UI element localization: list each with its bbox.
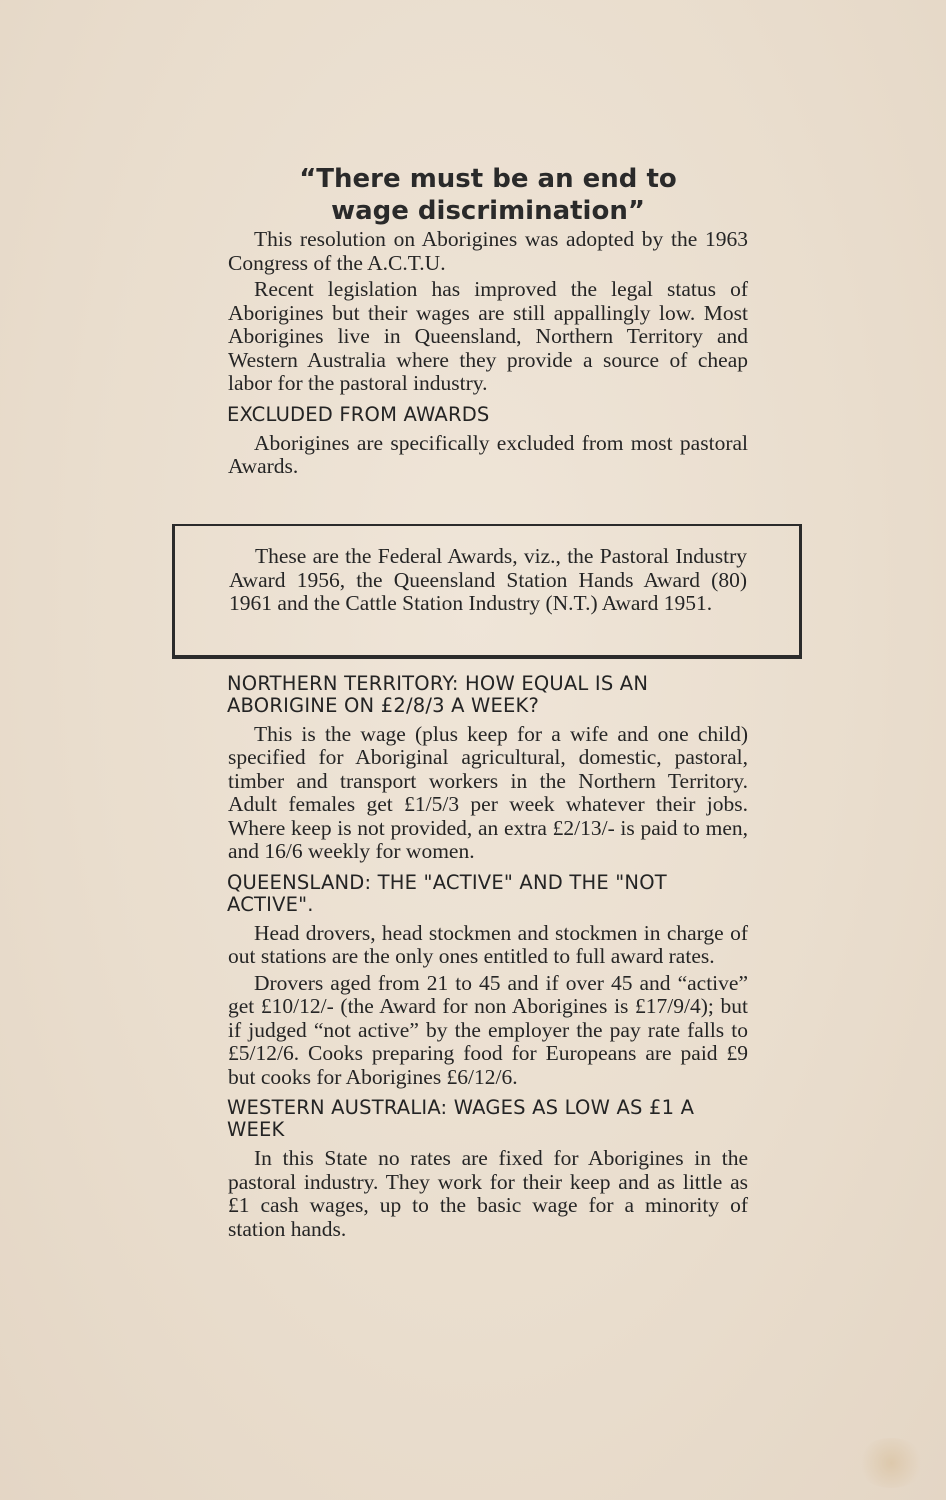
excluded-heading: EXCLUDED FROM AWARDS — [227, 402, 490, 426]
intro-paragraph-2: Recent legislation has improved the legal status of Aborigines but their wages are still appallingly low. Most Aborigines live in Queensland, Northern Territory and Western Australia where they provide a source of cheap labor for the pastoral industry. — [228, 277, 748, 395]
qld-heading: QUEENSLAND: THE "ACTIVE" AND THE "NOT ACTIVE". — [227, 870, 667, 916]
paper-stain — [856, 1438, 926, 1488]
wa-heading: WESTERN AUSTRALIA: WAGES AS LOW AS £1 A WEEK — [227, 1096, 695, 1141]
wa-paragraph: In this State no rates are fixed for Aborigines in the pastoral industry. They work for their keep and as little as £1 cash wages, up to the basic wage for a minority of station hands. — [228, 1146, 748, 1241]
article-title — [228, 163, 748, 227]
article — [228, 163, 748, 1244]
title-line-2: wage discrimination” — [331, 196, 645, 226]
nt-paragraph: This is the wage (plus keep for a wife and one child) specified for Aboriginal agricultural, domestic, pastoral, timber and transport workers in the Northern Territory. Adult females get £1/5/3 per week whatever their jobs. Where keep is not provided, an extra £2/13/- is paid to men, and 16/6 weekly for women. — [228, 721, 748, 863]
federal-awards-text: These are the Federal Awards, viz., the Pastoral Industry Award 1956, the Queensland Station Hands Award (80) 1961 and the Cattle Station Industry (N.T.) Award 1951. — [229, 544, 747, 615]
excluded-paragraph: Aborigines are specifically excluded from most pastoral Awards. — [228, 430, 748, 478]
intro-paragraph-1: This resolution on Aborigines was adopted by the 1963 Congress of the A.C.T.U. — [228, 227, 748, 275]
qld-paragraph-2: Drovers aged from 21 to 45 and if over 45 and “active” get £10/12/- (the Award for non Aborigines is £17/9/4); but if judged “not active” by the employer the pay rate falls to £5/12/6. Cooks preparing food for Europeans are paid £9 but cooks for Aborigines £6/12/6. — [228, 970, 748, 1089]
federal-awards-box — [172, 524, 802, 659]
title-line-1: “There must be an end to — [299, 164, 677, 194]
nt-heading: NORTHERN TERRITORY: HOW EQUAL IS AN ABORIGINE ON £2/8/3 A WEEK? — [227, 671, 649, 717]
qld-paragraph-1: Head drovers, head stockmen and stockmen in charge of out stations are the only ones entitled to full award rates. — [228, 920, 748, 968]
